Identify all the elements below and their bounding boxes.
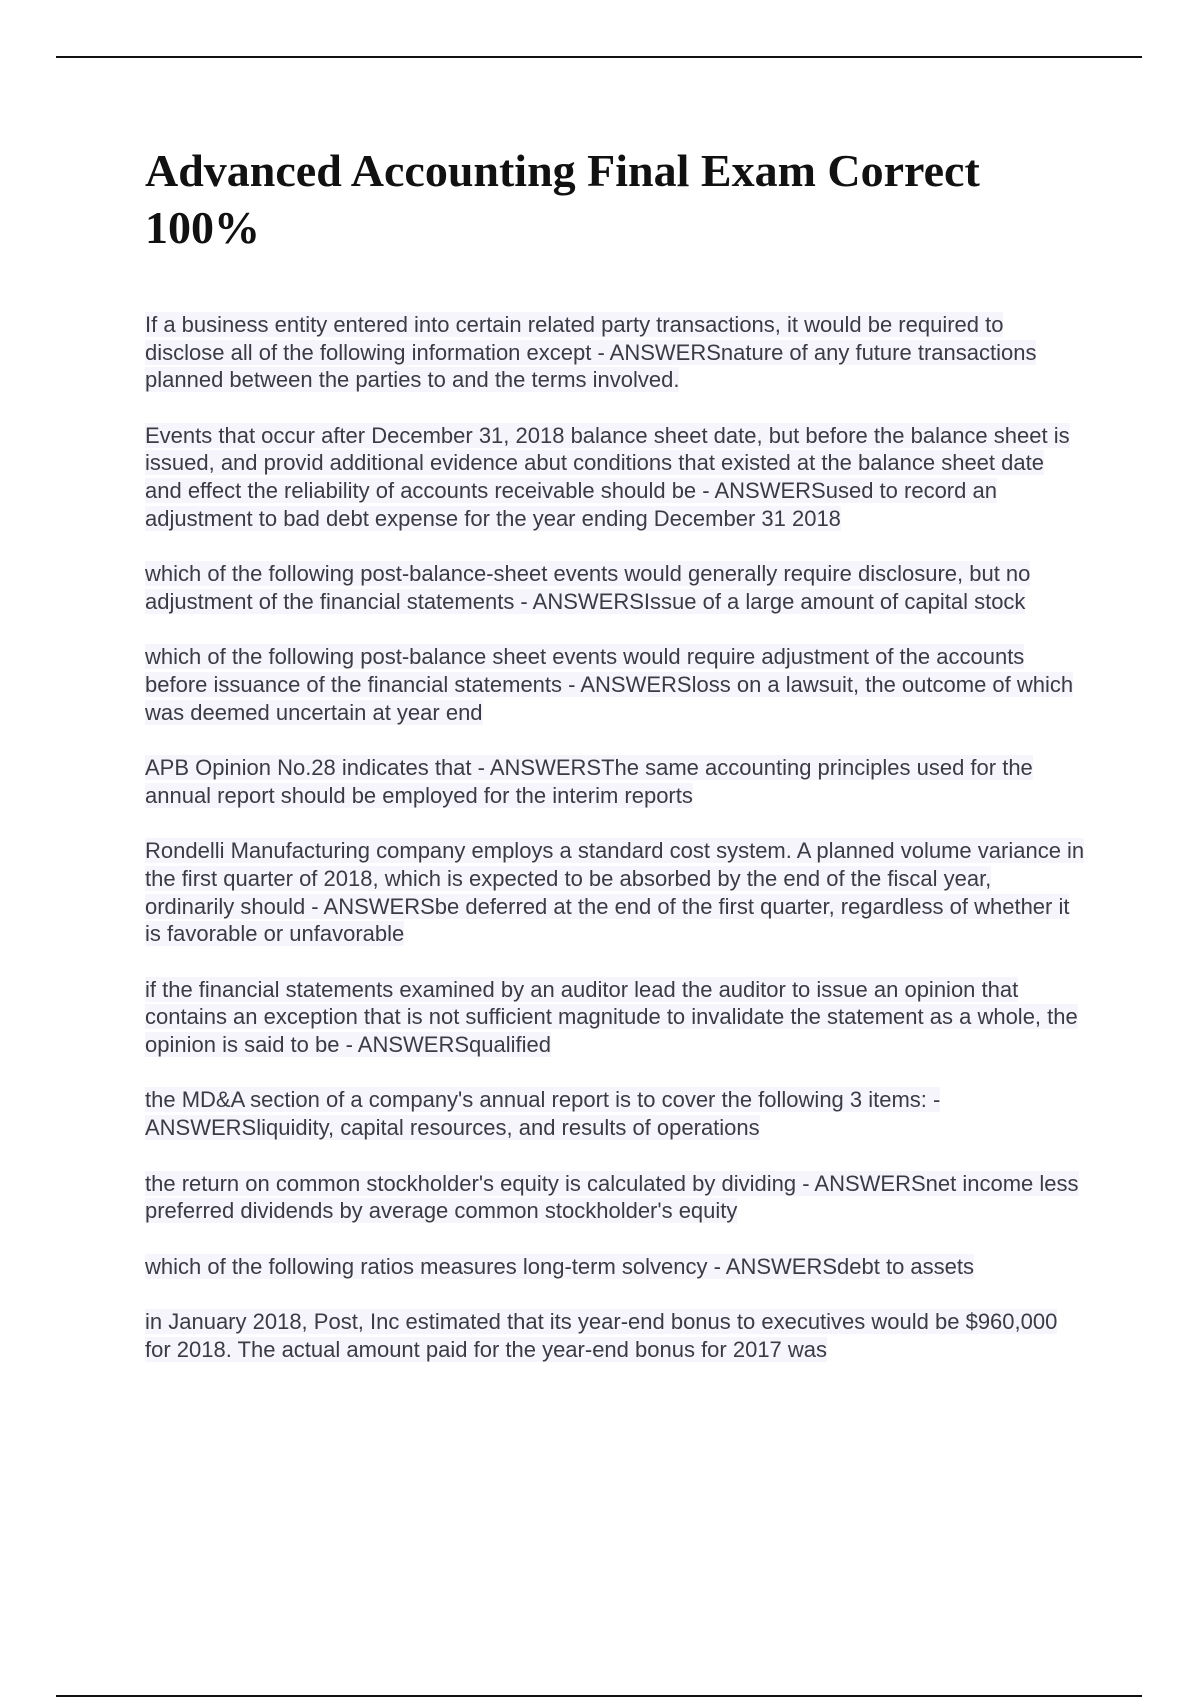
qa-item — [145, 754, 1085, 809]
qa-text: if the financial statements examined by an auditor lead the auditor to issue an opinion that contains an exception that is not sufficient magnitude to invalidate the statement as a whole, the opinion is said to be - ANSWERSqualified — [145, 976, 1078, 1057]
qa-item — [145, 1086, 1085, 1141]
top-divider — [56, 56, 1142, 58]
qa-text: If a business entity entered into certain related party transactions, it would be required to disclose all of the following information except - ANSWERSnature of any future transactions planned between the parties to and the terms involved. — [145, 312, 1037, 393]
qa-text: in January 2018, Post, Inc estimated that its year-end bonus to executives would be $960,000 for 2018. The actual amount paid for the year-end bonus for 2017 was — [145, 1309, 1058, 1363]
qa-text: Rondelli Manufacturing company employs a standard cost system. A planned volume variance in the first quarter of 2018, which is expected to be absorbed by the end of the fiscal year, ordinarily should - ANSWERSbe deferred at the end of the first quarter, regardless of whether it is favorable or unfavorable — [145, 838, 1085, 947]
qa-item — [145, 1308, 1085, 1363]
qa-text: Events that occur after December 31, 2018 balance sheet date, but before the balance sheet is issued, and provid additional evidence abut conditions that existed at the balance sheet date and effect the reliability of accounts receivable should be - ANSWERSused to record an adjustment to bad debt expense for the year ending December 31 2018 — [145, 422, 1070, 531]
qa-item — [145, 643, 1085, 726]
qa-text: the MD&A section of a company's annual report is to cover the following 3 items: - ANSWERSliquidity, capital resources, and results of operations — [145, 1087, 941, 1141]
qa-item — [145, 1170, 1085, 1225]
qa-item — [145, 422, 1085, 532]
qa-text: which of the following ratios measures long-term solvency - ANSWERSdebt to assets — [145, 1253, 975, 1279]
bottom-divider — [56, 1695, 1142, 1697]
qa-text: APB Opinion No.28 indicates that - ANSWERSThe same accounting principles used for the annual report should be employed for the interim reports — [145, 755, 1033, 808]
page-title: Advanced Accounting Final Exam Correct 100% — [145, 145, 980, 253]
qa-text: which of the following post-balance-sheet events would generally require disclosure, but no adjustment of the financial statements - ANSWERSIssue of a large amount of capital stock — [145, 561, 1031, 614]
qa-item — [145, 976, 1085, 1059]
qa-item — [145, 1253, 1085, 1281]
qa-item — [145, 560, 1085, 615]
qa-text: which of the following post-balance sheet events would require adjustment of the accounts before issuance of the financial statements - ANSWERSloss on a lawsuit, the outcome of which was deemed uncertain at year end — [145, 644, 1074, 725]
qa-item — [145, 311, 1085, 394]
question-list — [145, 311, 1085, 1392]
qa-text: the return on common stockholder's equity is calculated by dividing - ANSWERSnet income less preferred dividends by average common stockholder's equity — [145, 1170, 1079, 1224]
qa-item — [145, 837, 1085, 947]
